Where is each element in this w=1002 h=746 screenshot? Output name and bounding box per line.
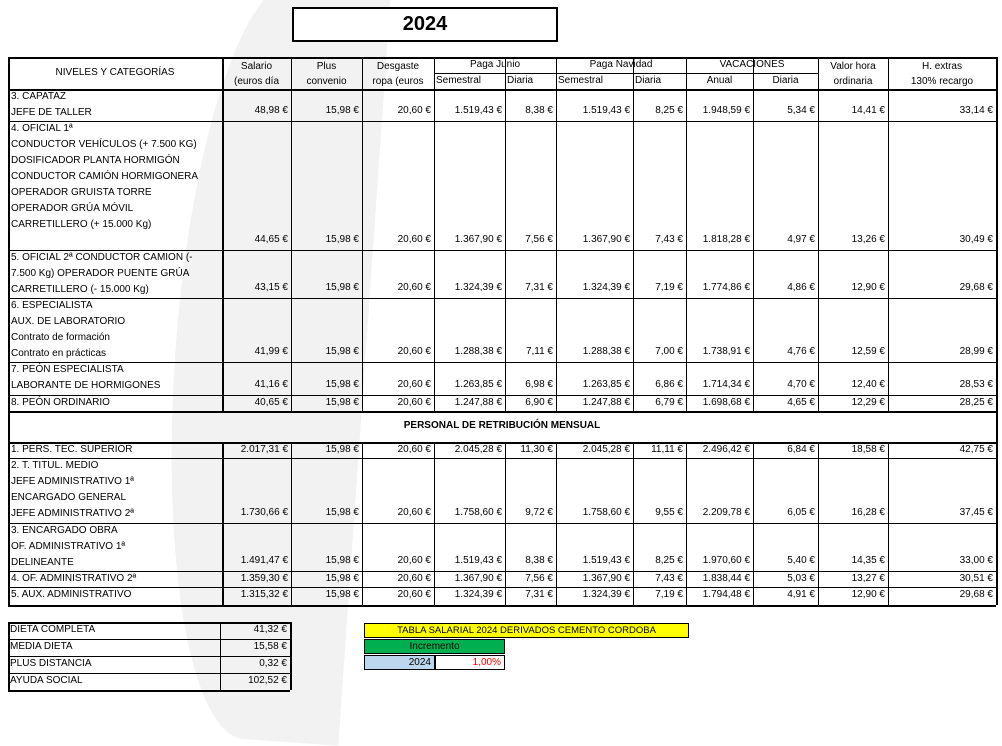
grid-hline — [8, 395, 996, 396]
daily-row-value: 43,15 € — [254, 282, 288, 293]
daily-row-value: 8,25 € — [655, 105, 683, 116]
daily-row-value: 20,60 € — [397, 234, 431, 245]
daily-row-value: 15,98 € — [325, 234, 359, 245]
grid-vline — [362, 57, 363, 89]
grid-vline — [753, 89, 754, 411]
daily-row-value: 40,65 € — [254, 397, 288, 408]
monthly-row-category: 1. PERS. TEC. SUPERIOR — [11, 444, 133, 455]
daily-row-value: 1.818,28 € — [702, 234, 750, 245]
monthly-row-value: 1.970,60 € — [702, 555, 750, 566]
daily-row-value: 4,86 € — [787, 282, 815, 293]
grid-vline — [8, 442, 10, 605]
grid-vline — [996, 411, 998, 442]
grid-vline — [8, 622, 10, 690]
allowance-value: 41,32 € — [253, 624, 287, 635]
allowance-label: PLUS DISTANCIA — [10, 658, 92, 669]
daily-row-value: 1.774,86 € — [702, 282, 750, 293]
grid-vline — [996, 442, 998, 605]
daily-row-value: 6,86 € — [655, 379, 683, 390]
allowance-value: 102,52 € — [248, 675, 287, 686]
daily-row-value: 1.367,90 € — [582, 234, 630, 245]
daily-row-category: 5. OFICIAL 2ª CONDUCTOR CAMION (- 7.500 Kg) OPERADOR PUENTE GRÚA CARRETILLERO (- 15.000 Kg) — [11, 252, 193, 295]
monthly-row-value: 2.496,42 € — [702, 444, 750, 455]
grid-vline — [818, 442, 819, 605]
grid-vline — [888, 89, 889, 411]
daily-row-value: 48,98 € — [254, 105, 288, 116]
daily-row-value: 7,31 € — [525, 282, 553, 293]
daily-row-value: 41,16 € — [254, 379, 288, 390]
grid-vline — [633, 57, 634, 89]
monthly-row-value: 1.730,66 € — [240, 507, 288, 518]
grid-hline — [8, 411, 996, 413]
grid-hline — [8, 571, 996, 572]
daily-row-value: 29,68 € — [959, 282, 993, 293]
grid-vline — [222, 89, 224, 411]
header-anual: Anual — [706, 75, 733, 86]
grid-hline — [8, 523, 996, 524]
monthly-row-value: 11,11 € — [651, 444, 683, 455]
daily-row-category: 4. OFICIAL 1ª CONDUCTOR VEHÍCULOS (+ 7.500 KG) DOSIFICADOR PLANTA HORMIGÓN CONDUCTOR CAMIÓN HORMIGONERA OPERADOR GRUISTA TORRE OPERADOR GRÚA MÓVIL CARRETILLERO (+ 15.000 Kg) — [11, 123, 199, 230]
grid-vline — [222, 442, 224, 605]
monthly-row-value: 37,45 € — [959, 507, 993, 518]
daily-row-category: 7. PEÓN ESPECIALISTA LABORANTE DE HORMIGONES — [11, 364, 161, 391]
grid-vline — [556, 442, 557, 605]
daily-row-value: 4,76 € — [787, 346, 815, 357]
daily-row-value: 7,43 € — [655, 234, 683, 245]
header-paga-junio: Paga Junio — [469, 59, 521, 70]
monthly-heading: PERSONAL DE RETRIBUCIÓN MENSUAL — [403, 420, 601, 431]
monthly-row-category: 4. OF. ADMINISTRATIVO 2ª — [11, 573, 137, 584]
daily-row-value: 8,38 € — [525, 105, 553, 116]
grid-vline — [818, 57, 819, 89]
header-niveles: NIVELES Y CATEGORÍAS — [55, 67, 175, 78]
daily-row-value: 1.519,43 € — [582, 105, 630, 116]
grid-hline — [8, 57, 996, 59]
grid-hline — [8, 458, 996, 459]
monthly-row-value: 15,98 € — [325, 555, 359, 566]
daily-row-value: 33,14 € — [959, 105, 993, 116]
monthly-row-value: 20,60 € — [397, 589, 431, 600]
allowance-label: DIETA COMPLETA — [10, 624, 96, 635]
grid-vline — [222, 57, 224, 89]
daily-row-value: 1.263,85 € — [454, 379, 502, 390]
daily-row-value: 12,40 € — [851, 379, 885, 390]
monthly-row-value: 2.209,78 € — [702, 507, 750, 518]
table-title-banner: TABLA SALARIAL 2024 DERIVADOS CEMENTO CORDOBA — [364, 623, 689, 638]
grid-vline — [633, 89, 634, 411]
monthly-row-value: 30,51 € — [959, 573, 993, 584]
daily-row-value: 28,99 € — [959, 346, 993, 357]
monthly-row-value: 18,58 € — [851, 444, 885, 455]
monthly-row-value: 33,00 € — [959, 555, 993, 566]
grid-hline — [8, 673, 290, 674]
grid-vline — [434, 442, 435, 605]
grid-vline — [996, 89, 998, 411]
monthly-row-value: 1.758,60 € — [582, 507, 630, 518]
increment-year: 2024 — [364, 655, 435, 670]
daily-row-value: 1.288,38 € — [454, 346, 502, 357]
header-plus: Plus convenio — [306, 61, 347, 87]
grid-hline — [8, 690, 290, 692]
daily-row-value: 7,56 € — [525, 234, 553, 245]
daily-row-category: 8. PEÓN ORDINARIO — [11, 397, 110, 408]
monthly-row-value: 20,60 € — [397, 573, 431, 584]
monthly-row-value: 20,60 € — [397, 507, 431, 518]
daily-row-value: 30,49 € — [959, 234, 993, 245]
monthly-row-value: 1.794,48 € — [702, 589, 750, 600]
daily-row-value: 13,26 € — [851, 234, 885, 245]
monthly-row-value: 2.045,28 € — [582, 444, 630, 455]
grid-hline — [8, 121, 996, 122]
daily-row-value: 1.519,43 € — [454, 105, 502, 116]
monthly-row-value: 13,27 € — [851, 573, 885, 584]
daily-row-value: 6,98 € — [525, 379, 553, 390]
allowance-label: AYUDA SOCIAL — [10, 675, 83, 686]
monthly-row-value: 7,19 € — [655, 589, 683, 600]
monthly-row-value: 1.315,32 € — [240, 589, 288, 600]
daily-row-value: 15,98 € — [325, 397, 359, 408]
grid-vline — [434, 89, 435, 411]
grid-vline — [505, 57, 506, 89]
daily-row-value: 20,60 € — [397, 105, 431, 116]
grid-vline — [434, 57, 435, 89]
grid-hline — [8, 89, 996, 91]
grid-vline — [556, 57, 557, 89]
allowance-value: 15,58 € — [253, 641, 287, 652]
monthly-row-category: 3. ENCARGADO OBRA OF. ADMINISTRATIVO 1ª DELINEANTE — [11, 525, 126, 568]
grid-hline — [8, 442, 996, 444]
daily-row-value: 41,99 € — [254, 346, 288, 357]
daily-row-value: 12,59 € — [851, 346, 885, 357]
daily-row-value: 1.324,39 € — [454, 282, 502, 293]
monthly-row-value: 4,91 € — [787, 589, 815, 600]
grid-vline — [818, 89, 819, 411]
monthly-row-value: 7,56 € — [525, 573, 553, 584]
daily-row-value: 1.367,90 € — [454, 234, 502, 245]
monthly-row-value: 9,72 € — [525, 507, 553, 518]
daily-row-value: 1.263,85 € — [582, 379, 630, 390]
monthly-row-value: 6,84 € — [787, 444, 815, 455]
daily-row-value: 4,97 € — [787, 234, 815, 245]
grid-vline — [8, 57, 10, 89]
monthly-row-value: 15,98 € — [325, 573, 359, 584]
daily-row-value: 6,90 € — [525, 397, 553, 408]
monthly-row-value: 15,98 € — [325, 444, 359, 455]
monthly-row-value: 29,68 € — [959, 589, 993, 600]
daily-row-value: 20,60 € — [397, 346, 431, 357]
monthly-row-value: 1.367,90 € — [454, 573, 502, 584]
grid-vline — [505, 89, 506, 411]
grid-vline — [888, 442, 889, 605]
daily-row-value: 12,29 € — [851, 397, 885, 408]
daily-row-value: 1.324,39 € — [582, 282, 630, 293]
grid-hline — [8, 298, 996, 299]
monthly-row-value: 9,55 € — [655, 507, 683, 518]
monthly-row-value: 1.359,30 € — [240, 573, 288, 584]
daily-row-value: 15,98 € — [325, 282, 359, 293]
grid-vline — [291, 442, 292, 605]
page-title: 2024 — [292, 7, 558, 42]
grid-vline — [686, 89, 687, 411]
monthly-row-value: 1.838,44 € — [702, 573, 750, 584]
grid-vline — [996, 57, 998, 89]
daily-row-value: 1.738,91 € — [702, 346, 750, 357]
daily-row-value: 44,65 € — [254, 234, 288, 245]
daily-row-value: 15,98 € — [325, 379, 359, 390]
monthly-row-value: 20,60 € — [397, 555, 431, 566]
grid-vline — [220, 622, 221, 690]
daily-row-value: 20,60 € — [397, 397, 431, 408]
grid-vline — [556, 89, 557, 411]
header-horas-extra: H. extras 130% recargo — [910, 61, 974, 87]
daily-row-category: 3. CAPATAZ JEFE DE TALLER — [11, 91, 92, 118]
allowance-value: 0,32 € — [259, 658, 287, 669]
increment-label: Incremento — [364, 639, 505, 654]
daily-row-value: 1.948,59 € — [702, 105, 750, 116]
grid-vline — [505, 442, 506, 605]
header-desgaste: Desgaste ropa (euros — [372, 61, 424, 87]
header-valor-hora: Valor hora ordinaria — [830, 61, 876, 87]
monthly-row-value: 1.519,43 € — [582, 555, 630, 566]
grid-hline — [8, 639, 290, 640]
monthly-row-value: 15,98 € — [325, 507, 359, 518]
monthly-row-value: 5,03 € — [787, 573, 815, 584]
header-vacaciones: VACACIONES — [719, 59, 785, 70]
daily-row-value: 12,90 € — [851, 282, 885, 293]
daily-row-value: 20,60 € — [397, 379, 431, 390]
monthly-row-value: 1.324,39 € — [454, 589, 502, 600]
monthly-row-value: 6,05 € — [787, 507, 815, 518]
grid-vline — [8, 411, 10, 442]
grid-vline — [290, 622, 292, 690]
grid-vline — [291, 57, 292, 89]
monthly-row-value: 15,98 € — [325, 589, 359, 600]
allowance-label: MEDIA DIETA — [10, 641, 73, 652]
monthly-row-value: 1.491,47 € — [240, 555, 288, 566]
monthly-row-value: 14,35 € — [851, 555, 885, 566]
grid-vline — [753, 442, 754, 605]
daily-row-category: 6. ESPECIALISTA AUX. DE LABORATORIO Contrato de formación Contrato en prácticas — [11, 300, 126, 359]
daily-row-value: 20,60 € — [397, 282, 431, 293]
grid-vline — [362, 89, 363, 411]
header-diaria: Diaria — [635, 75, 662, 86]
monthly-row-value: 12,90 € — [851, 589, 885, 600]
header-semestral: Semestral — [558, 75, 604, 86]
monthly-row-category: 2. T. TITUL. MEDIO JEFE ADMINISTRATIVO 1ª ENCARGADO GENERAL JEFE ADMINISTRATIVO 2ª — [11, 460, 134, 519]
daily-row-value: 7,11 € — [525, 346, 553, 357]
grid-vline — [753, 57, 754, 89]
grid-vline — [362, 442, 363, 605]
monthly-row-value: 42,75 € — [959, 444, 993, 455]
grid-hline — [8, 622, 290, 624]
monthly-row-value: 7,43 € — [655, 573, 683, 584]
grid-hline — [8, 605, 996, 607]
grid-vline — [633, 442, 634, 605]
header-semestral: Semestral — [436, 75, 482, 86]
header-diaria: Diaria — [507, 75, 534, 86]
header-diaria: Diaria — [772, 75, 799, 86]
monthly-row-value: 2.017,31 € — [240, 444, 288, 455]
daily-row-value: 28,25 € — [959, 397, 993, 408]
daily-row-value: 4,70 € — [787, 379, 815, 390]
daily-row-value: 1.698,68 € — [702, 397, 750, 408]
daily-row-value: 5,34 € — [787, 105, 815, 116]
monthly-row-value: 16,28 € — [851, 507, 885, 518]
daily-row-value: 7,19 € — [655, 282, 683, 293]
monthly-row-value: 20,60 € — [397, 444, 431, 455]
monthly-row-value: 1.367,90 € — [582, 573, 630, 584]
monthly-row-value: 8,38 € — [525, 555, 553, 566]
header-paga-navidad: Paga Navidad — [589, 59, 653, 70]
grid-hline — [8, 250, 996, 251]
daily-row-value: 1.288,38 € — [582, 346, 630, 357]
daily-row-value: 1.714,34 € — [702, 379, 750, 390]
header-salario: Salario (euros día — [233, 61, 280, 87]
grid-hline — [434, 73, 818, 74]
daily-row-value: 4,65 € — [787, 397, 815, 408]
monthly-row-value: 1.519,43 € — [454, 555, 502, 566]
monthly-row-value: 1.324,39 € — [582, 589, 630, 600]
grid-vline — [291, 89, 292, 411]
monthly-row-category: 5. AUX. ADMINISTRATIVO — [11, 589, 132, 600]
daily-row-value: 15,98 € — [325, 346, 359, 357]
monthly-row-value: 2.045,28 € — [454, 444, 502, 455]
grid-hline — [8, 362, 996, 363]
increment-value: 1,00% — [435, 655, 505, 670]
daily-row-value: 28,53 € — [959, 379, 993, 390]
daily-row-value: 14,41 € — [851, 105, 885, 116]
grid-hline — [8, 656, 290, 657]
daily-row-value: 7,00 € — [655, 346, 683, 357]
monthly-row-value: 8,25 € — [655, 555, 683, 566]
monthly-row-value: 7,31 € — [525, 589, 553, 600]
monthly-row-value: 11,30 € — [520, 444, 553, 455]
monthly-row-value: 1.758,60 € — [454, 507, 502, 518]
grid-vline — [8, 89, 10, 411]
daily-row-value: 1.247,88 € — [454, 397, 502, 408]
daily-row-value: 6,79 € — [655, 397, 683, 408]
grid-vline — [888, 57, 889, 89]
monthly-row-value: 5,40 € — [787, 555, 815, 566]
grid-vline — [686, 57, 687, 89]
grid-vline — [686, 442, 687, 605]
daily-row-value: 1.247,88 € — [582, 397, 630, 408]
daily-row-value: 15,98 € — [325, 105, 359, 116]
grid-hline — [8, 587, 996, 588]
